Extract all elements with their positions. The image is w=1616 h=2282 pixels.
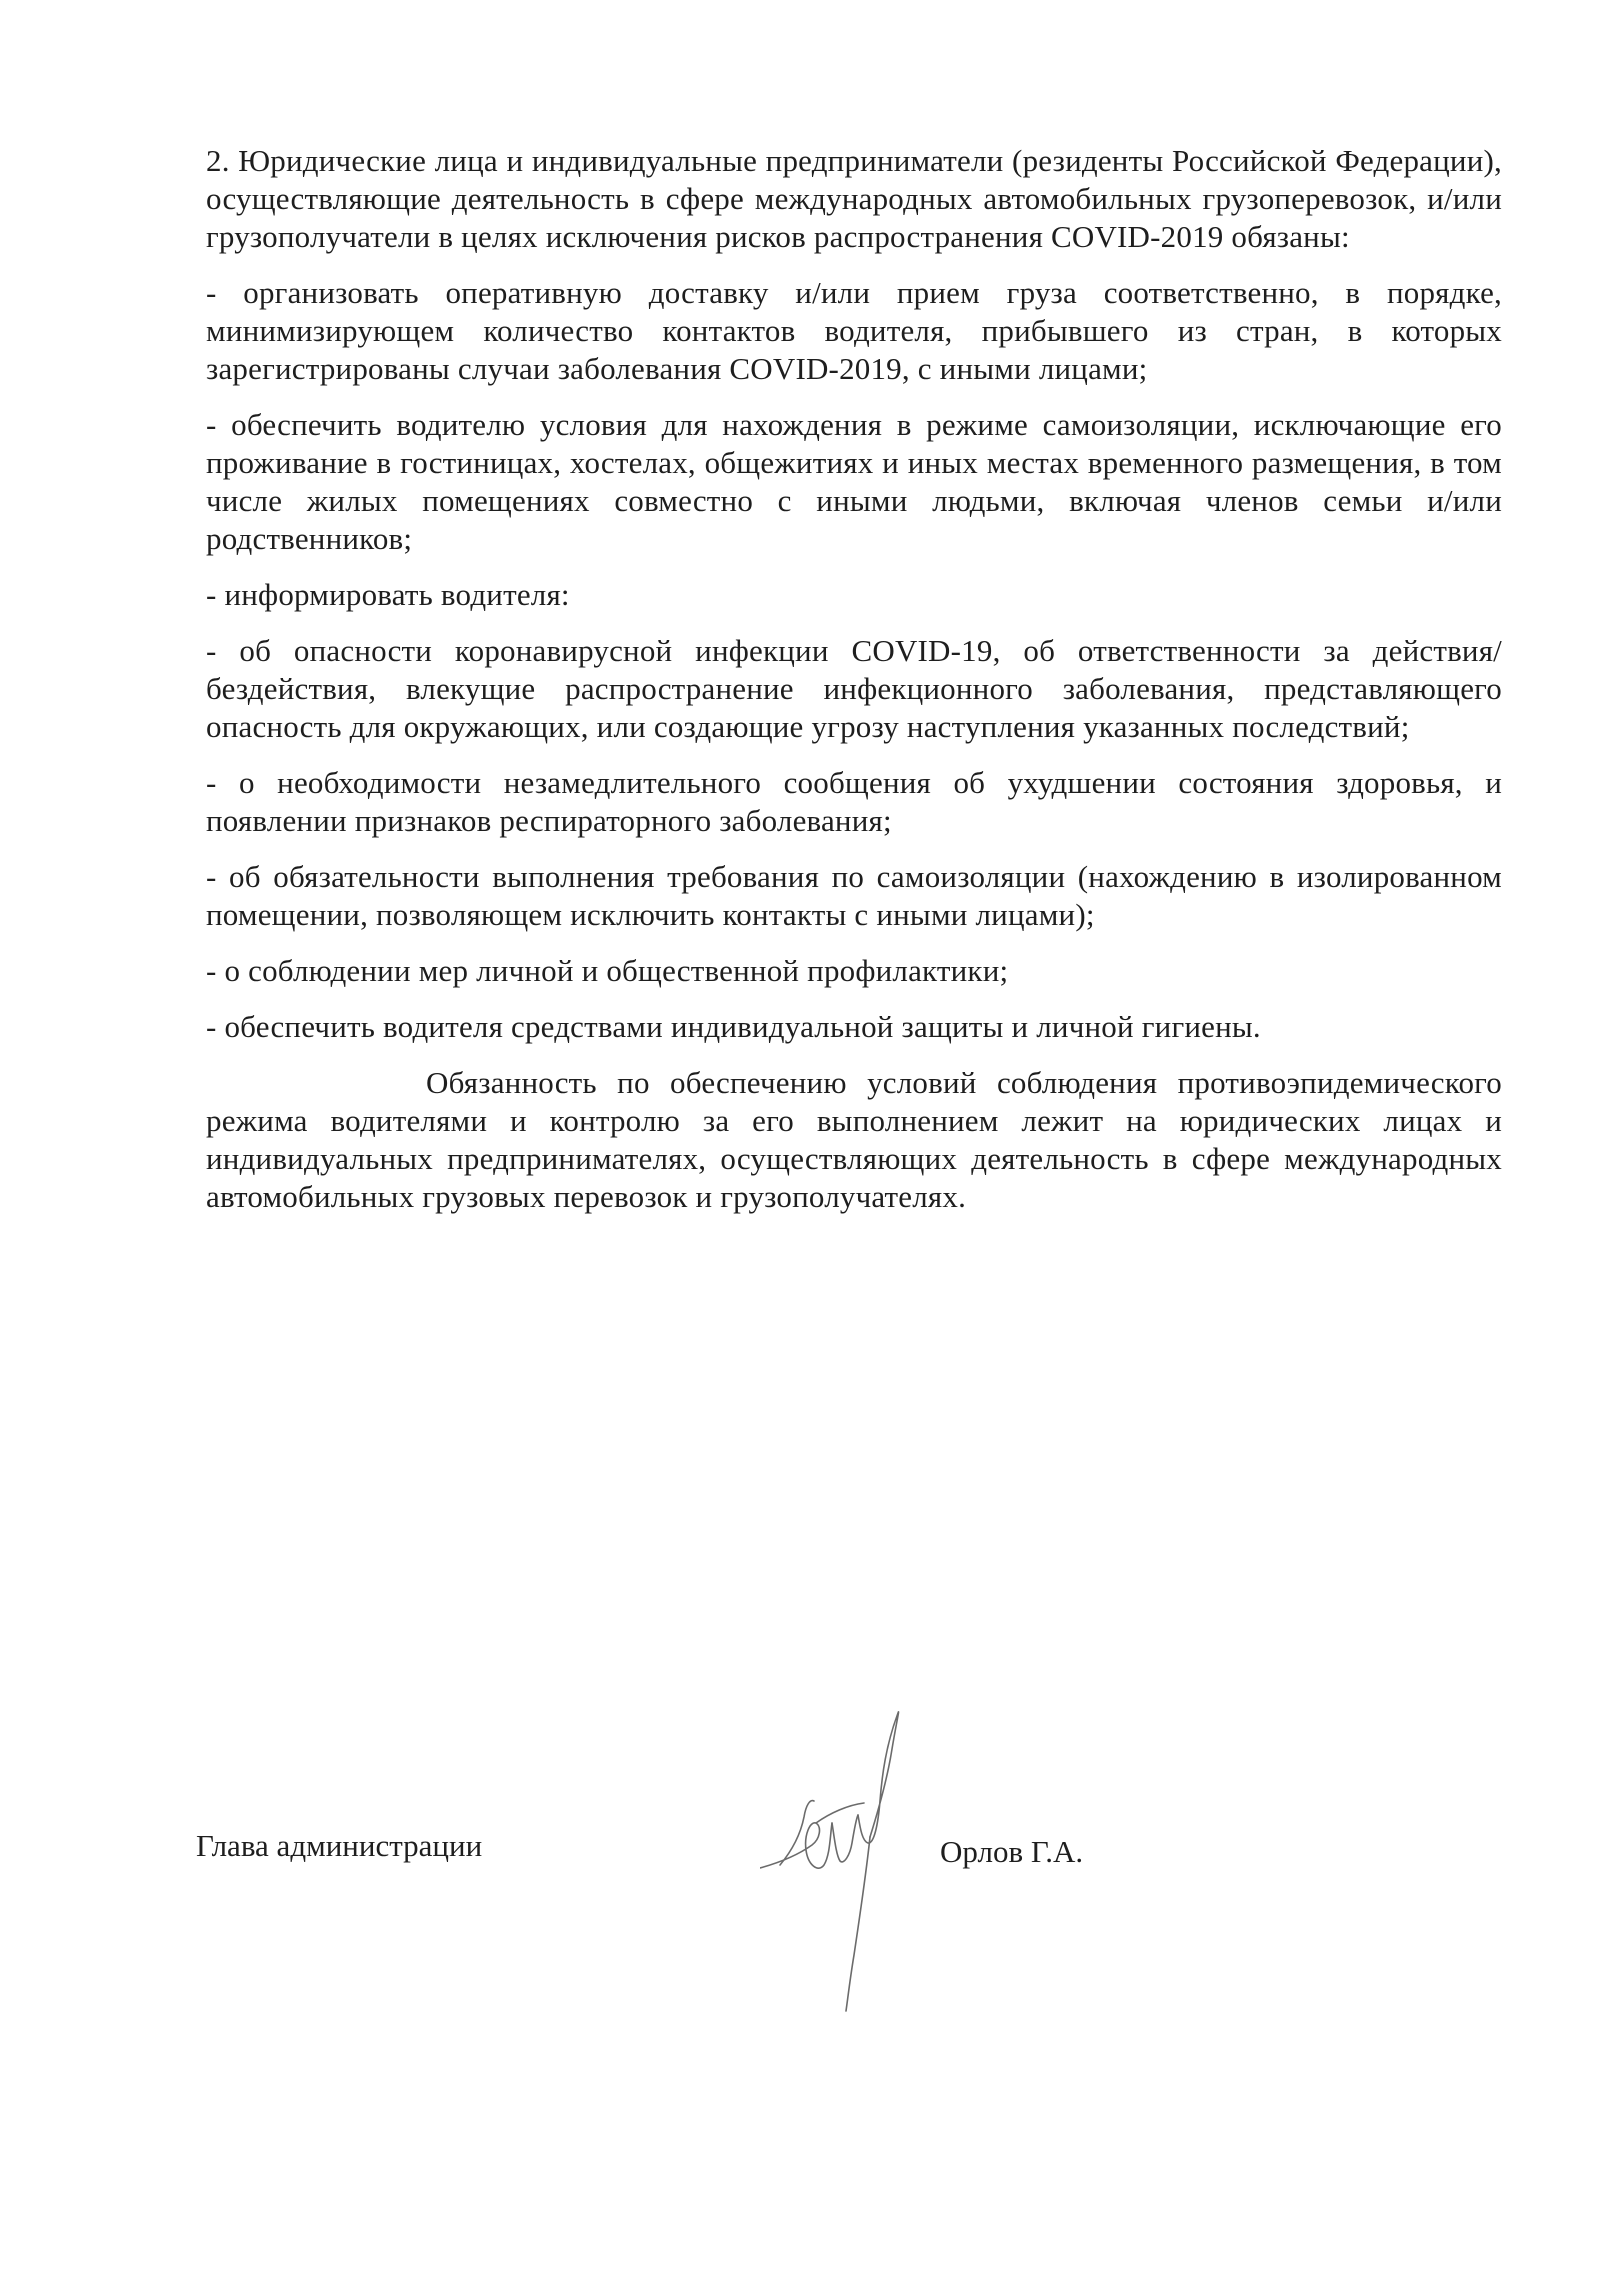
list-item-organize-delivery: - организовать оперативную доставку и/или прием груза соответственно, в порядке, минимизирующем количество контактов водителя, прибывшего из стран, в которых зарегистрированы случаи заболевания COVID-2019, с иными лицами;: [206, 275, 1502, 386]
list-item-prevention-measures: - о соблюдении мер личной и общественной профилактики;: [206, 953, 1009, 988]
list-item-self-isolation-obligation: - об обязательности выполнения требования по самоизоляции (нахождению в изолированном помещении, позволяющем исключить контакты с иными лицами);: [206, 859, 1502, 932]
signatory-name: Орлов Г.А.: [940, 1834, 1084, 1869]
list-item-inform-driver: - информировать водителя:: [206, 577, 570, 612]
paragraph-responsibility: Обязанность по обеспечению условий соблюдения противоэпидемического режима водителями и контролю за его выполнением лежит на юридических лицах и индивидуальных предпринимателях, осуществляющих деятельность в сфере международных автомобильных грузовых перевозок и грузополучателях.: [206, 1065, 1502, 1214]
handwritten-signature: [760, 1705, 920, 2015]
list-item-report-health: - о необходимости незамедлительного сообщения об ухудшении состояния здоровья, и появлении признаков респираторного заболевания;: [206, 765, 1502, 838]
document-body: [206, 142, 1502, 1234]
paragraph-item-2: 2. Юридические лица и индивидуальные предприниматели (резиденты Российской Федерации), осуществляющие деятельность в сфере международных автомобильных грузоперевозок, и/или грузополучатели в целях исключения рисков распространения COVID-2019 обязаны:: [206, 143, 1502, 254]
list-item-danger-covid: - об опасности коронавирусной инфекции COVID-19, об ответственности за действия/бездействия, влекущие распространение инфекционного заболевания, представляющего опасность для окружающих, или создающие угрозу наступления указанных последствий;: [206, 633, 1502, 744]
list-item-protective-equipment: - обеспечить водителя средствами индивидуальной защиты и личной гигиены.: [206, 1009, 1261, 1044]
signatory-position: Глава администрации: [196, 1828, 483, 1863]
list-item-self-isolation-conditions: - обеспечить водителю условия для нахождения в режиме самоизоляции, исключающие его проживание в гостиницах, хостелах, общежитиях и иных местах временного размещения, в том числе жилых помещениях совместно с иными людьми, включая членов семьи и/или родственников;: [206, 407, 1502, 556]
